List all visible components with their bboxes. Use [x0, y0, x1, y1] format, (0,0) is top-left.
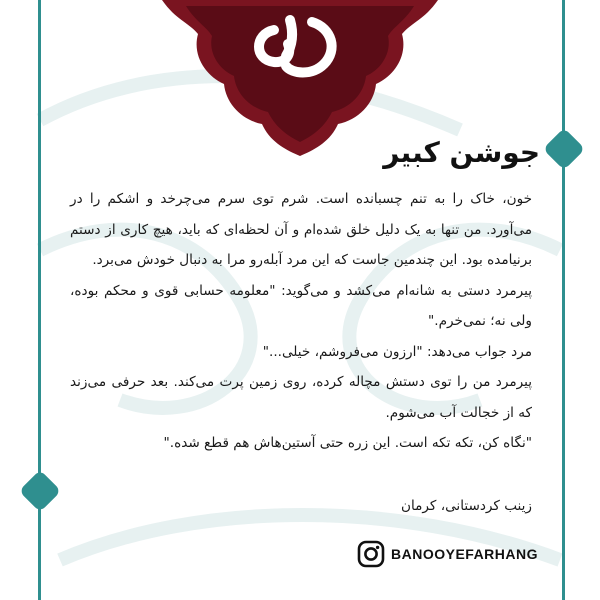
- page-title: جوشن کبیر: [383, 136, 540, 169]
- author-credit: زینب کردستانی، کرمان: [401, 498, 532, 514]
- paragraph: خون، خاک را به تنم چسبانده است. شرم توی سرم می‌چرخد و اشکم را در می‌آورد. من تنها به یک دلیل خلق شده‌ام و آن لحظه‌ای که باید، هیچ کاری از دستم برنیامده بود. این چندمین جاست که این مرد آبله‌رو مرا به دنبال خودش می‌برد.: [70, 191, 532, 268]
- right-band: [562, 0, 565, 600]
- instagram-handle: BANOOYEFARHANG: [391, 545, 539, 562]
- story-text: [70, 184, 532, 459]
- paragraph: "نگاه کن، تکه تکه است. این زره حتی آستین‌هاش هم قطع شده.": [163, 435, 532, 451]
- social-handle[interactable]: [357, 537, 539, 570]
- paragraph: مرد جواب می‌دهد: "ارزون می‌فروشم، خیلی...": [262, 343, 532, 360]
- instagram-icon: [357, 540, 385, 568]
- paragraph: پیرمرد من را توی دستش مچاله کرده، روی زمین پرت می‌کند. بعد حرفی می‌زند که از خجالت آب می‌شوم.: [70, 374, 532, 421]
- paragraph: پیرمرد دستی به شانه‌ام می‌کشد و می‌گوید: "معلومه حسابی قوی و محکم بوده، ولی نه؛ نمی‌خرم.": [70, 282, 532, 329]
- left-band: [38, 0, 41, 600]
- top-medallion: [162, 0, 438, 156]
